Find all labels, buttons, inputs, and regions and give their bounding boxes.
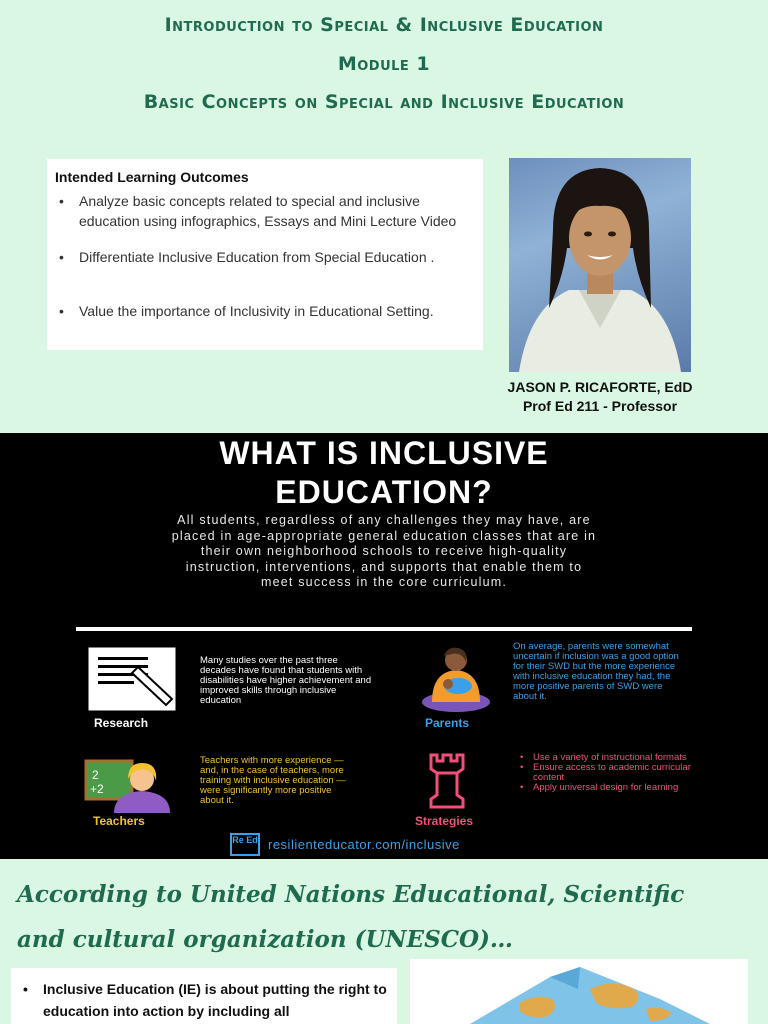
svg-text:2: 2 (92, 768, 99, 782)
professor-portrait-icon (509, 158, 691, 372)
infographic-source (230, 833, 460, 856)
infographic-description: All students, regardless of any challenges they may have, are placed in age-appropriate general education classes that are in their own neighborhood schools to receive high-quality instruction, interventions, and supports that enable them to meet success in the core curriculum. (171, 513, 597, 589)
definition-item: • Inclusive Education (IE) is about putting the right to education into action by including all (19, 978, 389, 1022)
infographic-divider (76, 627, 692, 631)
professor-caption (480, 378, 720, 416)
research-label: Research (94, 716, 149, 730)
globe-icon (410, 959, 748, 1024)
parent-with-child-icon (418, 644, 494, 714)
strategies-list (516, 753, 716, 793)
inclusive-education-infographic (0, 433, 768, 859)
strategy-item: • Apply universal design for learning (516, 783, 716, 793)
course-title: Introduction to Special & Inclusive Education (164, 14, 604, 36)
research-text: Many studies over the past three decades have found that students with disabilities have higher achievement and improved skills through inclusive education (200, 655, 372, 706)
professor-role: Prof Ed 211 - Professor (522, 398, 678, 414)
inclusive-education-definition-box (11, 968, 397, 1024)
strategy-item: • Use a variety of instructional formats (516, 753, 716, 763)
infographic-title-line1: WHAT IS INCLUSIVE (219, 435, 549, 471)
strategies-label: Strategies (415, 814, 474, 828)
globe-image (410, 959, 748, 1024)
infographic-title-line2: EDUCATION? (275, 474, 493, 510)
svg-text:+2: +2 (90, 782, 104, 796)
learning-outcomes-heading: Intended Learning Outcomes (55, 169, 249, 185)
parents-label: Parents (425, 716, 470, 730)
teachers-text: Teachers with more experience — and, in the case of teachers, more training with inclusive education — were significantly more positive about it. (200, 755, 346, 806)
outcome-item: • Analyze basic concepts related to special and inclusive education using infographics, Essays and Mini Lecture Video (55, 191, 473, 231)
parents-text: On average, parents were somewhat uncertain if inclusion was a good option for their SWD but the more experience with inclusive education they had, the more positive parents of SWD were about it. (513, 641, 679, 702)
module-title: Basic Concepts on Special and Inclusive Education (143, 91, 625, 113)
strategy-item: • Ensure access to academic curricular content (516, 763, 716, 783)
chess-rook-icon (425, 751, 469, 811)
professor-name: JASON P. RICAFORTE, EdD (507, 379, 693, 395)
learning-outcomes-list (55, 191, 473, 321)
teacher-chalkboard-icon (84, 757, 180, 813)
module-number: Module 1 (337, 53, 431, 75)
outcome-item: • Differentiate Inclusive Education from Special Education . (55, 247, 473, 267)
resilient-educator-logo: Re Ed (230, 833, 260, 856)
teachers-label: Teachers (93, 814, 145, 828)
source-link[interactable]: resilienteducator.com/inclusive (268, 837, 460, 852)
outcome-item: • Value the importance of Inclusivity in Educational Setting. (55, 301, 473, 321)
research-document-icon (86, 643, 180, 715)
professor-photo (509, 158, 691, 372)
unesco-heading: According to United Nations Educational, Scientific and cultural organization (UNESCO)… (17, 881, 685, 953)
learning-outcomes-box (47, 159, 483, 350)
